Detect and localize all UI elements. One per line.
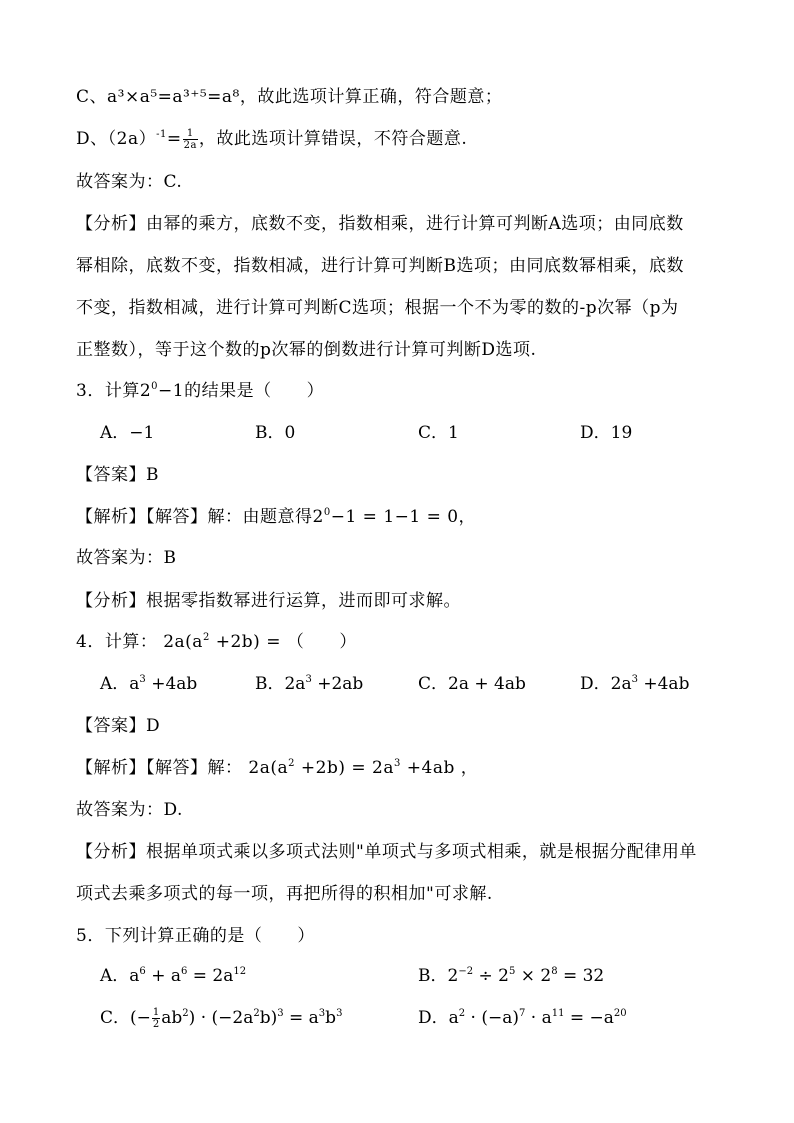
conclusion-3: [76, 546, 734, 570]
text-part: +2ab: [311, 674, 364, 694]
solution-text: C、a³×a⁵=a³⁺⁵=a⁸，故此选项计算正确，符合题意；: [76, 87, 503, 107]
text-part: D．2a: [580, 674, 632, 694]
text-part: B．2: [418, 966, 459, 986]
exponent: 2: [182, 1008, 189, 1019]
option-b: B．0: [255, 423, 296, 443]
exponent: 3: [393, 758, 401, 769]
exponent: 3: [336, 1008, 343, 1019]
text-part: 项式去乘多项式的每一项，再把所得的积相加"可求解.: [76, 884, 493, 904]
option-d: [580, 672, 689, 696]
option-b: [418, 964, 604, 988]
answer-conclusion: [76, 170, 734, 194]
exponent: 3: [139, 674, 146, 685]
exponent: 6: [139, 966, 146, 977]
exponent: 8: [551, 966, 558, 977]
text-part: A．a: [100, 966, 140, 986]
analysis-line-1: [76, 212, 734, 236]
solution-line-c: [76, 85, 734, 109]
text-part: · a: [525, 1008, 552, 1028]
text-part: B．2a: [255, 674, 306, 694]
exponent: 5: [508, 966, 516, 977]
exponent: 2: [288, 758, 295, 769]
option-b: [255, 672, 363, 696]
fraction-numerator: 1: [152, 1007, 160, 1018]
conclusion-4: [76, 798, 734, 822]
question-4: [76, 630, 734, 654]
text-part: 【解析】【解答】解： 2a(a: [76, 758, 289, 778]
text-part: = 2a: [187, 966, 234, 986]
question-5-options-row-1: [100, 964, 740, 988]
text-part: 【分析】根据单项式乘以多项式法则"单项式与多项式相乘，就是根据分配律用单: [76, 842, 697, 862]
exponent: 11: [551, 1008, 565, 1019]
text-part: = −a: [564, 1008, 614, 1028]
text-part: 4．计算： 2a(a: [76, 632, 203, 652]
option-c: C．1: [418, 423, 459, 443]
exponent: -1: [156, 129, 167, 140]
exponent: 3: [631, 674, 638, 685]
fraction: [183, 128, 198, 151]
fraction-numerator: 1: [183, 128, 198, 140]
text-part: C．(−: [100, 1008, 151, 1028]
fraction: [152, 1007, 160, 1030]
option-a: A．−1: [100, 423, 155, 443]
text-part: 【答案】D: [76, 716, 161, 736]
text-part: = a: [283, 1008, 319, 1028]
analysis-line-2: [76, 254, 734, 278]
text-part: · (−a): [465, 1008, 519, 1028]
option-a: [100, 672, 197, 696]
option-c: C．2a + 4ab: [418, 674, 526, 694]
answer-4: [76, 714, 734, 738]
text-part: 幂相除，底数不变，指数相减，进行计算可判断B选项；由同底数幂相乘，底数: [76, 256, 684, 276]
exponent: 12: [233, 966, 247, 977]
text-part: ÷ 2: [473, 966, 509, 986]
text-part: 【答案】B: [76, 465, 159, 485]
option-a: [100, 964, 246, 988]
answer-3: [76, 463, 734, 487]
exponent: 3: [277, 1008, 284, 1019]
text-part: 正整数），等于这个数的p次幂的倒数进行计算可判断D选项.: [76, 340, 537, 360]
text-part: b): [259, 1008, 278, 1028]
analysis-line-4: [76, 338, 734, 362]
text-part: 5．下列计算正确的是（ ）: [76, 926, 315, 946]
exponent: 2: [458, 1008, 466, 1019]
exponent: 0: [323, 507, 331, 518]
exponent: 3: [318, 1008, 326, 1019]
text-part: 3．计算2: [76, 381, 152, 401]
fraction-denominator: 2: [152, 1019, 160, 1030]
question-3: [76, 379, 734, 403]
analysis-4-line-1: [76, 840, 734, 864]
text-part: 不变，指数相减，进行计算可判断C选项；根据一个不为零的数的-p次幂（p为: [76, 298, 679, 318]
exponent: 2: [253, 1008, 260, 1019]
text-part: A．a: [100, 674, 140, 694]
question-4-options: [100, 672, 740, 696]
exponent: 0: [151, 381, 159, 392]
text-part: = 32: [557, 966, 605, 986]
exponent: 20: [613, 1008, 627, 1019]
text-part: × 2: [515, 966, 552, 986]
text-part: +4ab: [145, 674, 198, 694]
text-part: 故答案为：C.: [76, 172, 183, 192]
solution-line-d: [76, 127, 734, 151]
text-part: =: [166, 129, 182, 149]
analysis-4-line-2: [76, 882, 734, 906]
text-part: +2b) = （ ）: [209, 632, 357, 652]
question-3-options: [100, 421, 740, 445]
analysis-3: [76, 589, 734, 613]
solution-4: [76, 756, 734, 780]
text-part: 故答案为：D.: [76, 800, 183, 820]
fraction-denominator: 2a: [183, 140, 197, 151]
analysis-line-3: [76, 296, 734, 320]
solution-3: [76, 505, 734, 529]
text-part: +2b) = 2a: [295, 758, 394, 778]
text-part: −1 = 1−1 = 0，: [330, 507, 477, 527]
text-part: D．a: [418, 1008, 459, 1028]
question-5-options-row-2: [100, 1006, 740, 1030]
text-part: b: [325, 1008, 337, 1028]
text-part: +4ab ，: [400, 758, 479, 778]
text-part: 【分析】根据零指数幂进行运算，进而即可求解。: [76, 591, 461, 611]
text-part: + a: [145, 966, 181, 986]
text-part: 【分析】由幂的乘方，底数不变，指数相乘，进行计算可判断A选项；由同底数: [76, 214, 684, 234]
option-d: [418, 1006, 627, 1030]
text-part: D、（2a）: [76, 129, 157, 149]
option-c: [100, 1006, 342, 1030]
exponent: 3: [305, 674, 312, 685]
question-5: [76, 924, 734, 948]
text-part: −1的结果是（ ）: [158, 381, 325, 401]
text-part: ) · (−2a: [188, 1008, 254, 1028]
text-part: +4ab: [637, 674, 690, 694]
text-part: 【解析】【解答】解：由题意得2: [76, 507, 324, 527]
exponent: 7: [519, 1008, 526, 1019]
text-part: ab: [161, 1008, 183, 1028]
exponent: 2: [202, 632, 210, 643]
option-d: D．19: [580, 423, 633, 443]
text-part: ，故此选项计算错误，不符合题意.: [198, 129, 468, 149]
exponent: −2: [458, 966, 474, 977]
text-part: 故答案为：B: [76, 548, 177, 568]
exponent: 6: [180, 966, 188, 977]
